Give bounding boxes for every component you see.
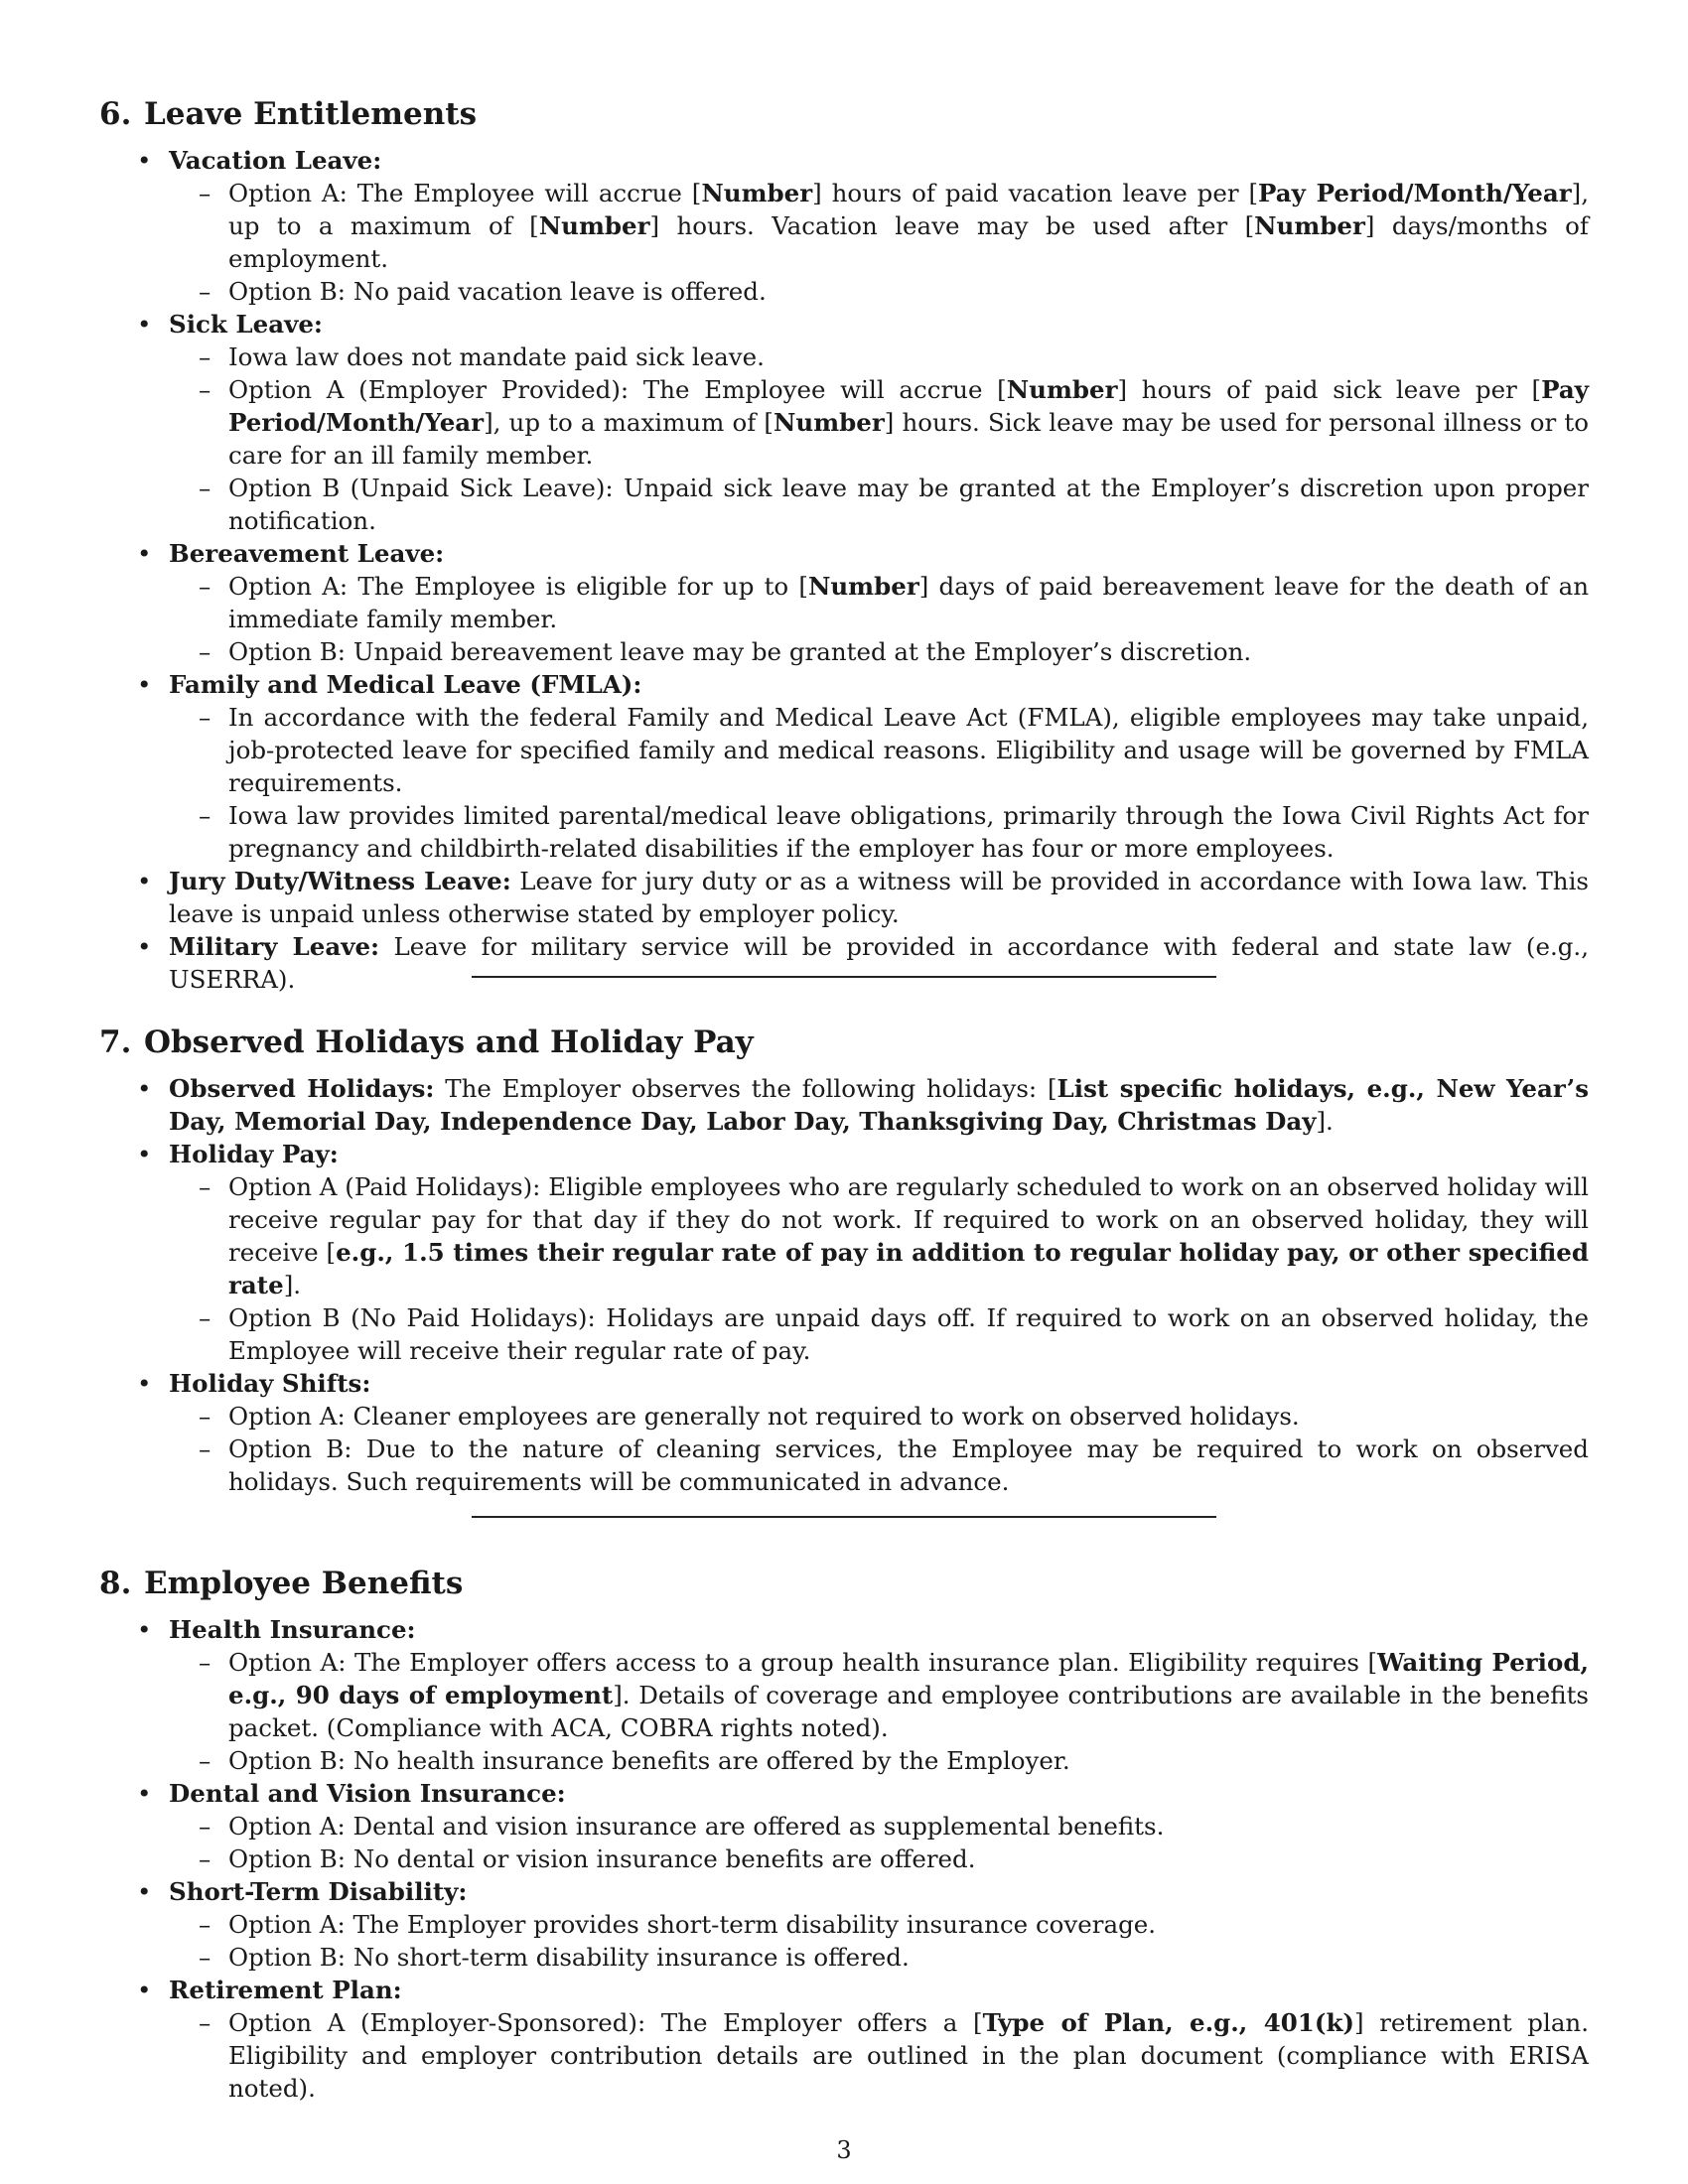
list-item-sick: • Sick Leave: – Iowa law does not mandate paid sick leave. – Option A (Employer Provided): The Employee will accrue [Number] hours of paid sick leave per [Pay Period/Month/Year], up to a maximum of [Number] hours. Sick leave may be used for personal illness or to care for an ill family member. – Option B (Unpaid Sick Leave): Unpaid sick leave may be granted at the Employer’s discretion upon proper notification. — [99, 308, 1589, 537]
list-item-dental-vision: • Dental and Vision Insurance: – Option A: Dental and vision insurance are offered as supplemental benefits. – Option B: No dental or vision insurance benefits are offered. — [99, 1777, 1589, 1875]
holiday-pay-option-a: – Option A (Paid Holidays): Eligible employees who are regularly scheduled to work on an observed holiday will receive regular pay for that day if they do not work. If required to work on an observed holiday, they will receive [e.g., 1.5 times their regular rate of pay in addition to regular holiday pay, or other specified rate]. — [169, 1170, 1589, 1301]
list-item-holiday-pay: • Holiday Pay: – Option A (Paid Holidays): Eligible employees who are regularly scheduled to work on an observed holiday will receive regular pay for that day if they do not work. If required to work on an observed holiday, they will receive [e.g., 1.5 times their regular rate of pay in addition to regular holiday pay, or other specified rate]. – Option B (No Paid Holidays): Holidays are unpaid days off. If required to work on an observed holiday, the Employee will receive their regular rate of pay. — [99, 1138, 1589, 1367]
sick-option-a: – Option A (Employer Provided): The Employee will accrue [Number] hours of paid sick leave per [Pay Period/Month/Year], up to a maximum of [Number] hours. Sick leave may be used for personal illness or to care for an ill family member. — [169, 373, 1589, 472]
health-option-a: – Option A: The Employer offers access to a group health insurance plan. Eligibility requires [Waiting Period, e.g., 90 days of employment]. Details of coverage and employee contributions are available in the benefits packet. (Compliance with ACA, COBRA rights noted). — [169, 1646, 1589, 1744]
list-item-military: • Military Leave: Leave for military service will be provided in accordance with federal and state law (e.g., USERRA). — [99, 930, 1589, 996]
section-title: 6. Leave Entitlements — [99, 96, 478, 132]
section-divider — [472, 1516, 1216, 1518]
health-option-b: – Option B: No health insurance benefits are offered by the Employer. — [169, 1744, 1589, 1777]
bereavement-option-a: – Option A: The Employee is eligible for up to [Number] days of paid bereavement leave for the death of an immediate family member. — [169, 570, 1589, 635]
list-item-retirement: • Retirement Plan: – Option A (Employer-Sponsored): The Employer offers a [Type of Plan, e.g., 401(k)] retirement plan. Eligibility and employer contribution details are outlined in the plan document (compliance with ERISA noted). — [99, 1974, 1589, 2105]
benefits-list — [99, 1613, 1589, 2105]
list-item-jury: • Jury Duty/Witness Leave: Leave for jury duty or as a witness will be provided in accordance with Iowa law. This leave is unpaid unless otherwise stated by employer policy. — [99, 865, 1589, 930]
list-item-vacation: • Vacation Leave: – Option A: The Employee will accrue [Number] hours of paid vacation leave per [Pay Period/Month/Year], up to a maximum of [Number] hours. Vacation leave may be used after [Number] days/months of employment. – Option B: No paid vacation leave is offered. — [99, 144, 1589, 308]
section-divider — [472, 976, 1216, 978]
fmla-item-federal: – In accordance with the federal Family and Medical Leave Act (FMLA), eligible employees may take unpaid, job-protected leave for specified family and medical reasons. Eligibility and usage will be governed by FMLA requirements. — [169, 701, 1589, 799]
dental-option-a: – Option A: Dental and vision insurance are offered as supplemental benefits. — [169, 1810, 1589, 1843]
page-number: 3 — [836, 2136, 852, 2164]
bereavement-option-b: – Option B: Unpaid bereavement leave may be granted at the Employer’s discretion. — [169, 635, 1589, 668]
vacation-option-b: – Option B: No paid vacation leave is offered. — [169, 275, 1589, 308]
list-item-observed-holidays: • Observed Holidays: The Employer observes the following holidays: [List specific holidays, e.g., New Year’s Day, Memorial Day, Independence Day, Labor Day, Thanksgiving Day, Christmas Day]. — [99, 1072, 1589, 1138]
sick-option-b: – Option B (Unpaid Sick Leave): Unpaid sick leave may be granted at the Employer’s discretion upon proper notification. — [169, 472, 1589, 537]
sick-law-note: – Iowa law does not mandate paid sick leave. — [169, 341, 1589, 373]
section-benefits — [99, 1564, 1589, 2105]
std-option-b: – Option B: No short-term disability insurance is offered. — [169, 1941, 1589, 1974]
holiday-pay-option-b: – Option B (No Paid Holidays): Holidays are unpaid days off. If required to work on an observed holiday, the Employee will receive their regular rate of pay. — [169, 1301, 1589, 1367]
holidays-list — [99, 1072, 1589, 1498]
section-leave-entitlements — [99, 94, 1589, 996]
dental-option-b: – Option B: No dental or vision insurance benefits are offered. — [169, 1843, 1589, 1875]
list-item-health: • Health Insurance: – Option A: The Employer offers access to a group health insurance plan. Eligibility requires [Waiting Period, e.g., 90 days of employment]. Details of coverage and employee contributions are available in the benefits packet. (Compliance with ACA, COBRA rights noted). – Option B: No health insurance benefits are offered by the Employer. — [99, 1613, 1589, 1777]
holiday-shifts-option-b: – Option B: Due to the nature of cleaning services, the Employee may be required to work on observed holidays. Such requirements will be communicated in advance. — [169, 1433, 1589, 1498]
section-title: 8. Employee Benefits — [99, 1566, 464, 1601]
list-item-holiday-shifts: • Holiday Shifts: – Option A: Cleaner employees are generally not required to work on observed holidays. – Option B: Due to the nature of cleaning services, the Employee may be required to work on observed holidays. Such requirements will be communicated in advance. — [99, 1367, 1589, 1498]
fmla-item-iowa: – Iowa law provides limited parental/medical leave obligations, primarily through the Iowa Civil Rights Act for pregnancy and childbirth-related disabilities if the employer has four or more employees. — [169, 799, 1589, 865]
holiday-shifts-option-a: – Option A: Cleaner employees are generally not required to work on observed holidays. — [169, 1400, 1589, 1433]
list-item-fmla: • Family and Medical Leave (FMLA): – In accordance with the federal Family and Medical Leave Act (FMLA), eligible employees may take unpaid, job-protected leave for specified family and medical reasons. Eligibility and usage will be governed by FMLA requirements. – Iowa law provides limited parental/medical leave obligations, primarily through the Iowa Civil Rights Act for pregnancy and childbirth-related disabilities if the employer has four or more employees. — [99, 668, 1589, 865]
vacation-option-a: – Option A: The Employee will accrue [Number] hours of paid vacation leave per [Pay Period/Month/Year], up to a maximum of [Number] hours. Vacation leave may be used after [Number] days/months of employment. — [169, 177, 1589, 275]
std-option-a: – Option A: The Employer provides short-term disability insurance coverage. — [169, 1908, 1589, 1941]
retirement-option-a: – Option A (Employer-Sponsored): The Employer offers a [Type of Plan, e.g., 401(k)] retirement plan. Eligibility and employer contribution details are outlined in the plan document (compliance with ERISA noted). — [169, 2006, 1589, 2105]
list-item-bereavement: • Bereavement Leave: – Option A: The Employee is eligible for up to [Number] days of paid bereavement leave for the death of an immediate family member. – Option B: Unpaid bereavement leave may be granted at the Employer’s discretion. — [99, 537, 1589, 668]
section-title: 7. Observed Holidays and Holiday Pay — [99, 1024, 754, 1060]
section-holidays — [99, 1023, 1589, 1498]
leave-list — [99, 144, 1589, 996]
list-item-short-term-disability: • Short-Term Disability: – Option A: The Employer provides short-term disability insurance coverage. – Option B: No short-term disability insurance is offered. — [99, 1875, 1589, 1974]
